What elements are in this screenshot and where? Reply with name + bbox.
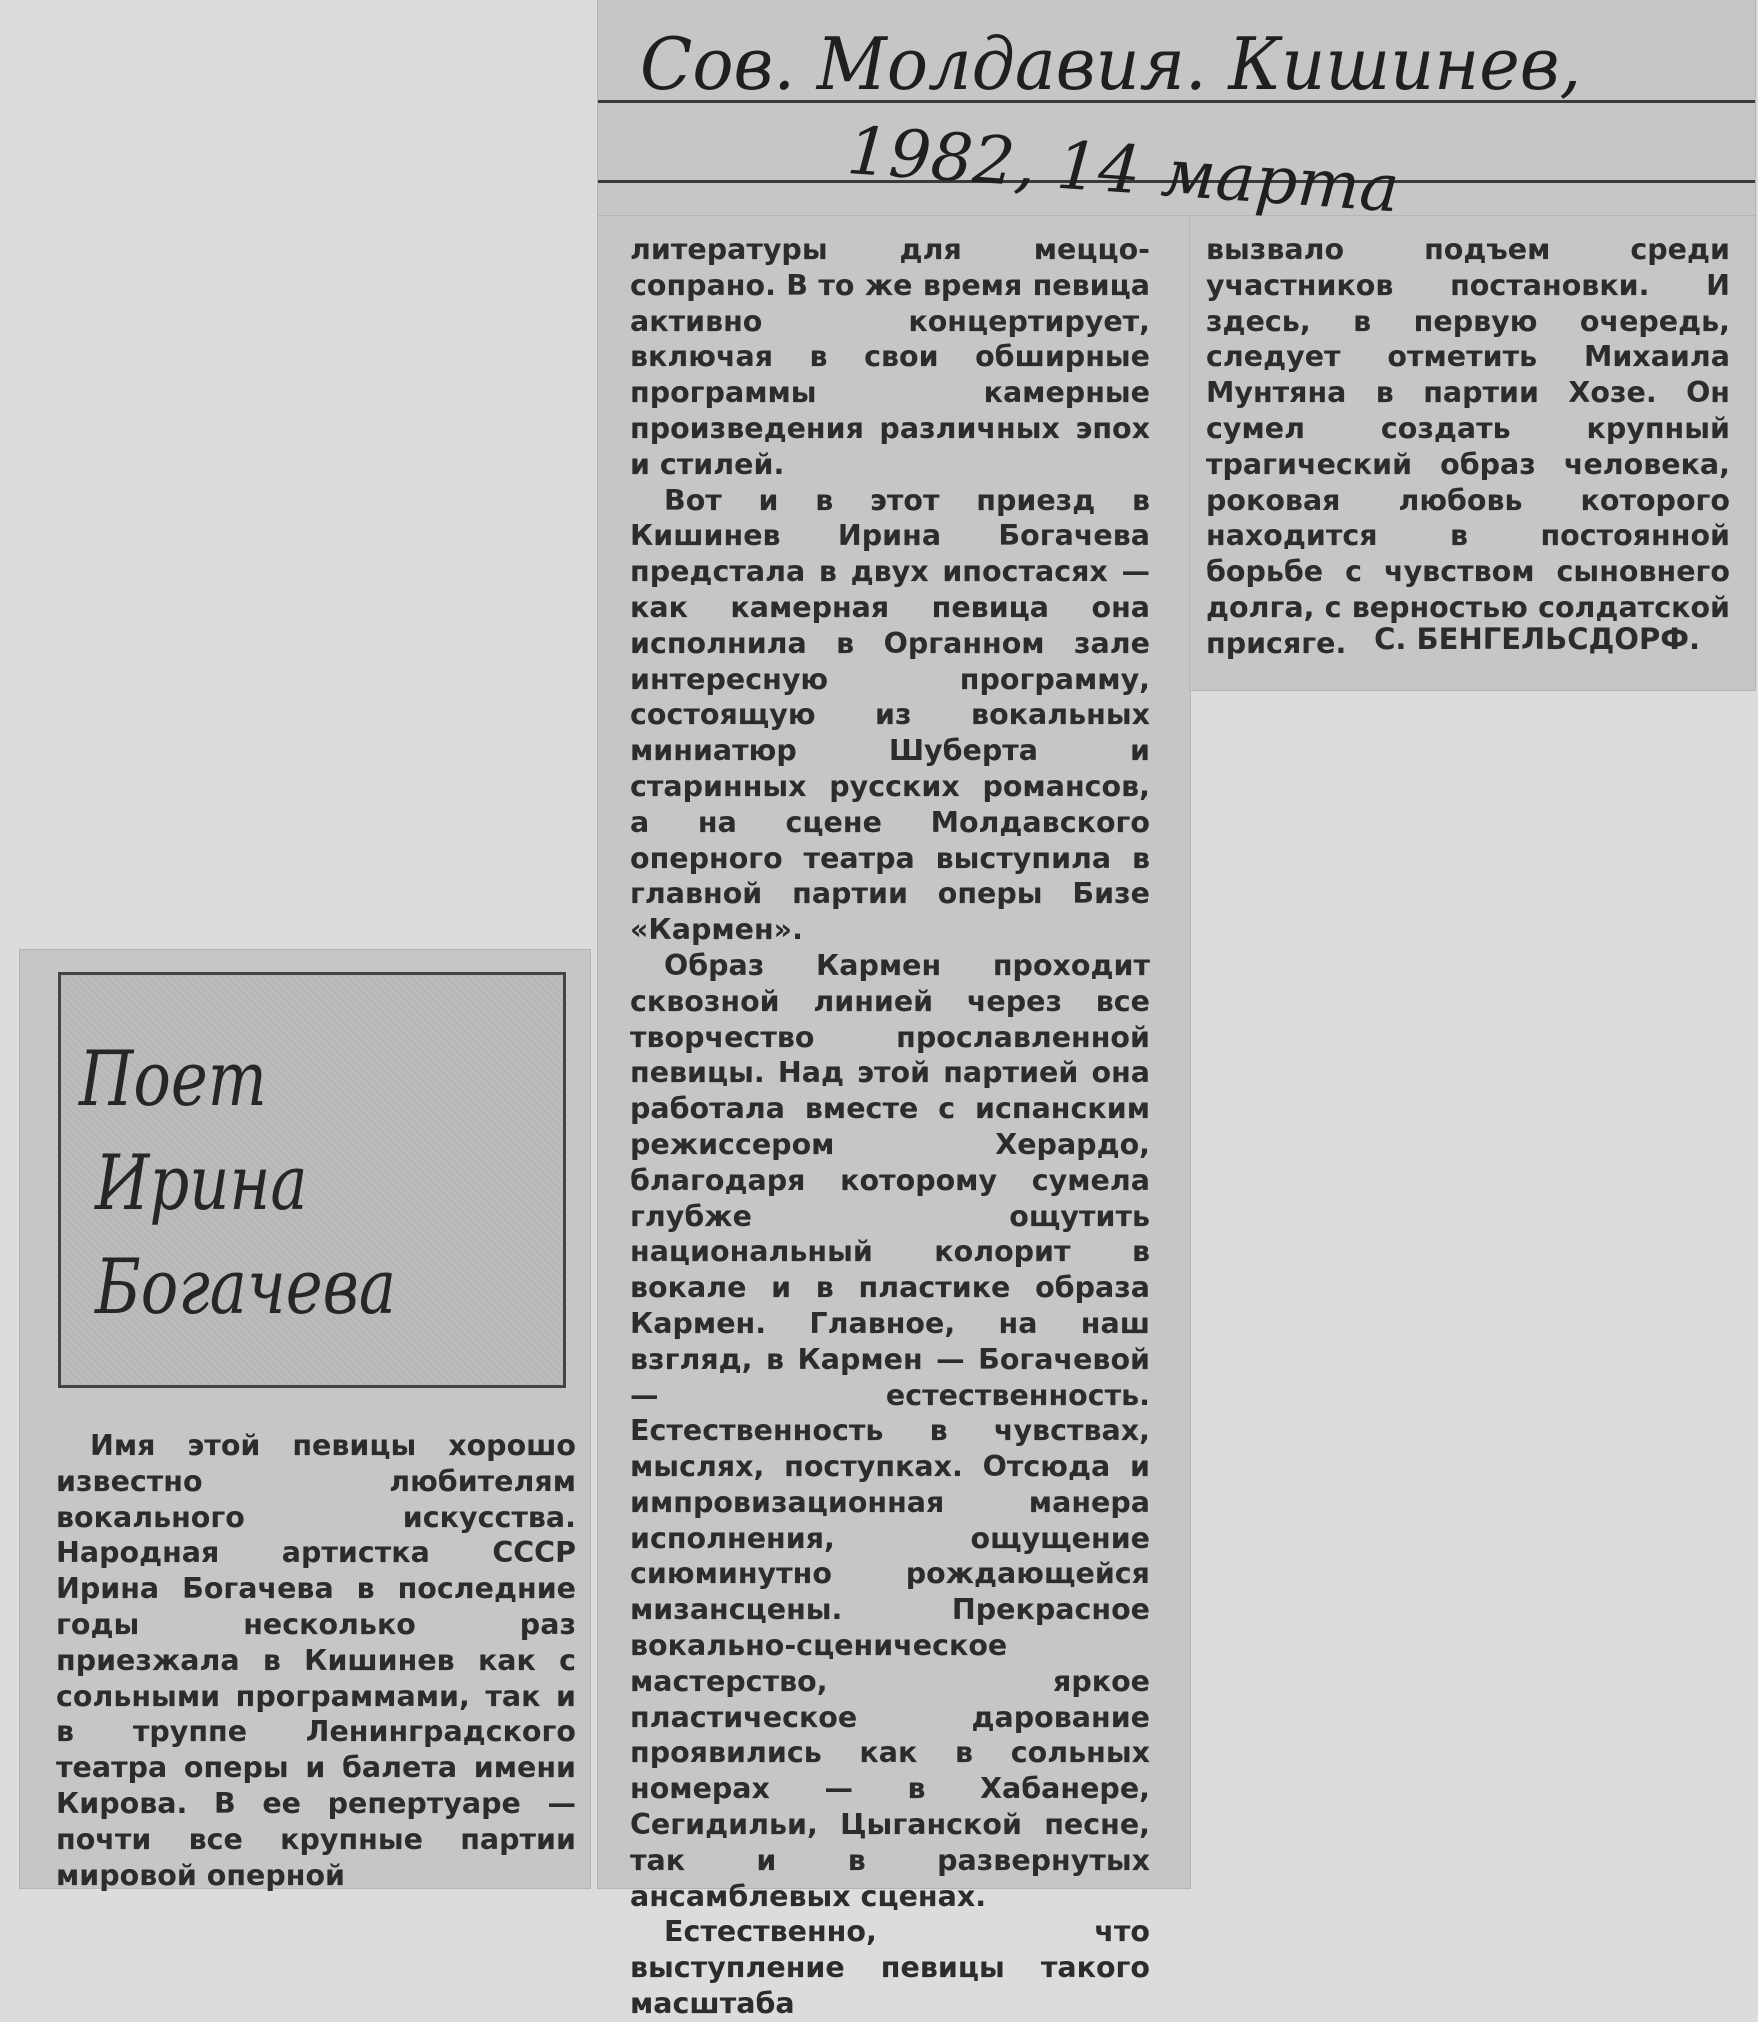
article-column-2	[630, 232, 1150, 2022]
article-paragraph: Вот и в этот приезд в Кишинев Ирина Богачева предстала в двух ипостасях — как камерная певица она исполнила в Органном зале интересную программу, состоящую из вокальных миниатюр Шуберта и старинных русских романсов, а на сцене Молдавского оперного театра выступила в главной партии оперы Бизе «Кармен».	[630, 483, 1150, 947]
article-column-3	[1206, 232, 1730, 662]
article-paragraph: Естественно, что выступление певицы такого масштаба	[630, 1915, 1150, 2021]
handwritten-source-line: Сов. Молдавия. Кишинев,	[640, 22, 1582, 106]
article-title-line-3: Богачева	[95, 1242, 397, 1331]
handwritten-date-line: 1982, 14 марта	[844, 112, 1402, 228]
author-signature: С. БЕНГЕЛЬСДОРФ.	[1374, 622, 1700, 656]
article-paragraph: Образ Кармен проходит сквозной линией через все творчество прославленной певицы. Над этой партией она работала вместе с испанским режиссером Херардо, благодаря которому сумела глубже ощутить национальный колорит в вокале и в пластике образа Кармен. Главное, на наш взгляд, в Кармен — Богачевой — естественность. Естественность в чувствах, мыслях, поступках. Отсюда и импровизационная манера исполнения, ощущение сиюминутно рождающейся мизансцены. Прекрасное вокально-сценическое мастерство, яркое пластическое дарование проявились как в сольных номерах — в Хабанере, Сегидильи, Цыганской песне, так и в развернутых ансамблевых сценах.	[630, 948, 1150, 1913]
article-paragraph: литературы для меццо-сопрано. В то же время певица активно концертирует, включая в свои обширные программы камерные произведения различных эпох и стилей.	[630, 233, 1150, 481]
article-title-box	[58, 972, 566, 1388]
article-column-1	[56, 1428, 576, 1893]
article-paragraph: Имя этой певицы хорошо известно любителям вокального искусства. Народная артистка СССР Ирина Богачева в последние годы несколько раз приезжала в Кишинев как с сольными программами, так и в труппе Ленинградского театра оперы и балета имени Кирова. В ее репертуаре — почти все крупные партии мировой оперной	[56, 1429, 576, 1892]
article-title-line-1: Поет	[79, 1034, 267, 1123]
article-title-line-2: Ирина	[95, 1138, 308, 1227]
article-paragraph: вызвало подъем среди участников постановки. И здесь, в первую очередь, следует отметить Михаила Мунтяна в партии Хозе. Он сумел создать крупный трагический образ человека, роковая любовь которого находится в постоянной борьбе с чувством сыновнего долга, с верностью солдатской присяге.	[1206, 233, 1730, 660]
